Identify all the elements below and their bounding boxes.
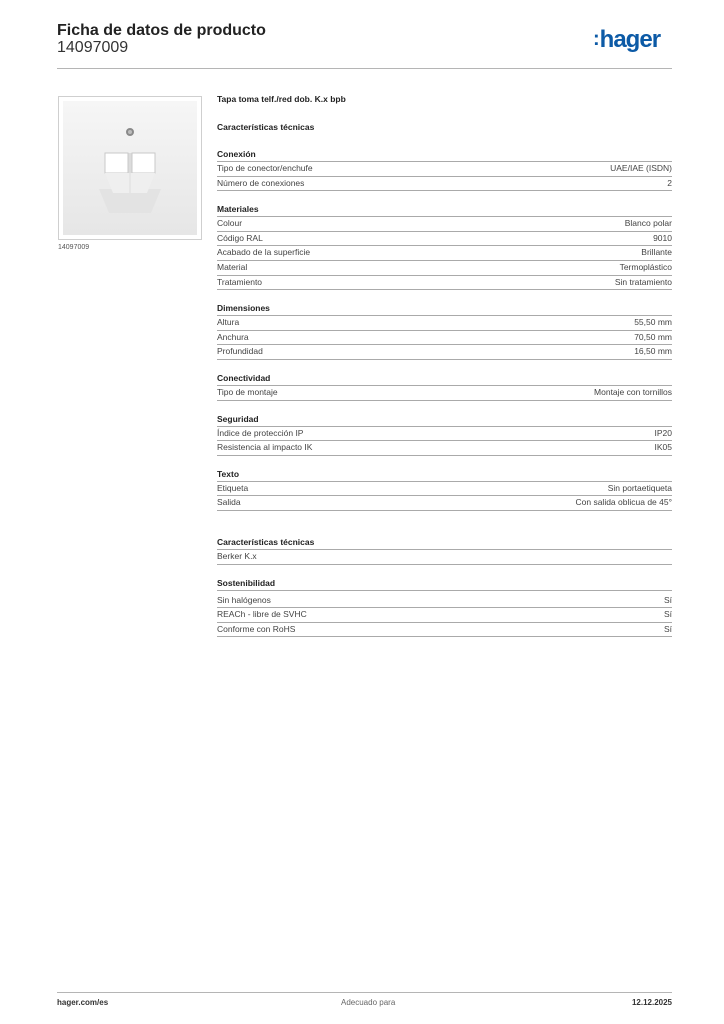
row-label: Tipo de montaje: [217, 386, 278, 397]
product-image: [58, 96, 202, 240]
table-row: [217, 331, 672, 346]
row-value: 16,50 mm: [634, 346, 672, 357]
table-row: [217, 217, 672, 232]
table-row: [217, 345, 672, 360]
row-value: Brillante: [641, 247, 672, 258]
row-label: Material: [217, 261, 248, 272]
row-label: REACh - libre de SVHC: [217, 609, 307, 620]
row-label: Altura: [217, 317, 240, 328]
table-row: [217, 386, 672, 401]
row-value: IK05: [654, 442, 672, 453]
section-texto-title: Texto: [217, 467, 672, 482]
row-value: Blanco polar: [624, 218, 672, 229]
row-label: Colour: [217, 218, 243, 229]
table-row: [217, 177, 672, 192]
logo-text: hager: [599, 26, 661, 53]
table-row: [217, 276, 672, 291]
table-row: [217, 261, 672, 276]
row-value: Termoplástico: [619, 261, 672, 272]
section-dimensiones-title: Dimensiones: [217, 301, 672, 316]
row-value: 55,50 mm: [634, 317, 672, 328]
row-label: Tipo de conector/enchufe: [217, 163, 313, 173]
row-value: UAE/IAE (ISDN): [610, 163, 672, 173]
row-label: Profundidad: [217, 346, 263, 357]
table-row: [217, 162, 672, 177]
row-value: Sí: [663, 594, 672, 605]
row-label: Anchura: [217, 331, 249, 342]
row-label: Código RAL: [217, 232, 263, 243]
footer-divider: [57, 992, 672, 993]
row-value: Sí: [663, 623, 672, 634]
row-value: Sin portaetiqueta: [607, 482, 672, 493]
footer-website-link[interactable]: hager.com/es: [57, 998, 109, 1007]
port-left-icon: [105, 153, 128, 173]
section-seguridad-title: Seguridad: [217, 412, 672, 427]
section-tech2-title: Características técnicas: [217, 535, 672, 550]
image-caption: 14097009: [58, 244, 90, 251]
logo-dots-icon: :: [593, 28, 599, 50]
row-label: Salida: [217, 497, 241, 508]
row-value: 9010: [653, 232, 672, 243]
section-materiales-title: Materiales: [217, 202, 672, 217]
header-divider: [57, 68, 672, 69]
row-label: Resistencia al impacto IK: [217, 442, 313, 453]
footer-date: 12.12.2025: [631, 998, 672, 1007]
row-label: Tratamiento: [217, 276, 263, 287]
hager-logo[interactable]: [593, 26, 660, 54]
row-value: Sí: [663, 609, 672, 620]
product-image-background: [63, 101, 197, 235]
row-value: Con salida oblicua de 45°: [575, 497, 672, 508]
product-name: Tapa toma telf./red dob. K.x bpb: [217, 94, 346, 104]
tech-heading: Características técnicas: [217, 122, 315, 132]
row-value: 70,50 mm: [634, 331, 672, 342]
footer-suitable-for: Adecuado para: [341, 998, 396, 1007]
row-label: Conforme con RoHS: [217, 623, 296, 634]
table-row: [217, 246, 672, 261]
section-conexion-title: Conexión: [217, 147, 672, 162]
row-label: Etiqueta: [217, 482, 249, 493]
table-row: [217, 427, 672, 442]
table-row: [217, 550, 672, 565]
section-sostenibilidad-title: Sostenibilidad: [217, 576, 672, 591]
row-value: Montaje con tornillos: [594, 386, 672, 397]
row-value: IP20: [654, 427, 672, 438]
table-row: [217, 441, 672, 456]
product-code: 14097009: [57, 39, 129, 56]
row-label: Acabado de la superficie: [217, 247, 311, 258]
table-row: [217, 316, 672, 331]
spec-table: [217, 92, 672, 637]
row-label: Índice de protección IP: [217, 427, 304, 438]
socket-cover-illustration: [63, 101, 197, 235]
row-value: Sin tratamiento: [614, 276, 672, 287]
table-row: [217, 594, 672, 609]
row-label: Sin halógenos: [217, 594, 271, 605]
table-row: [217, 482, 672, 497]
row-label: Número de conexiones: [217, 177, 305, 188]
page-title: Ficha de datos de producto: [57, 22, 266, 39]
table-row: [217, 496, 672, 511]
table-row: [217, 232, 672, 247]
port-right-icon: [132, 153, 155, 173]
section-conectividad-title: Conectividad: [217, 371, 672, 386]
row-label: Berker K.x: [217, 550, 257, 561]
table-row: [217, 623, 672, 638]
table-row: [217, 608, 672, 623]
row-value: 2: [667, 177, 672, 188]
